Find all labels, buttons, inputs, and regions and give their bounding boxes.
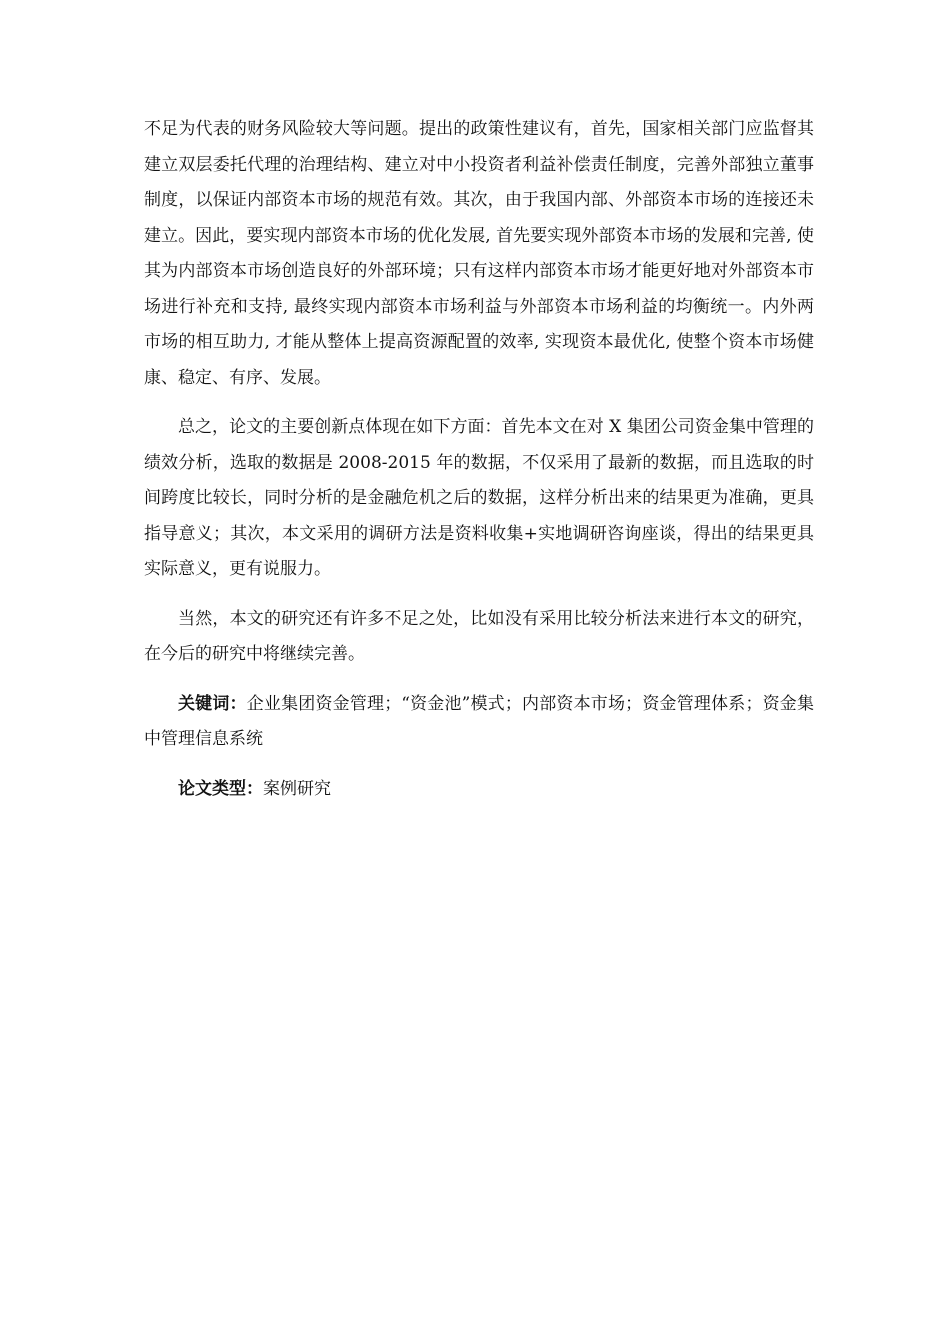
keywords-line — [144, 687, 814, 758]
paragraph-policy-suggestions: 不足为代表的财务风险较大等问题。提出的政策性建议有，首先，国家相关部门应监督其建立双层委托代理的治理结构、建立对中小投资者利益补偿责任制度，完善外部独立董事制度，以保证内部资本市场的规范有效。其次，由于我国内部、外部资本市场的连接还未建立。因此，要实现内部资本市场的优化发展, 首先要实现外部资本市场的发展和完善, 使其为内部资本市场创造良好的外部环境；只有这样内部资本市场才能更好地对外部资本市场进行补充和支持, 最终实现内部资本市场利益与外部资本市场利益的均衡统一。内外两市场的相互助力, 才能从整体上提高资源配置的效率, 实现资本最优化, 使整个资本市场健康、稳定、有序、发展。 — [144, 119, 814, 388]
keywords-label: 关键词： — [178, 693, 247, 714]
paper-type-value: 案例研究 — [263, 778, 331, 799]
document-body — [144, 112, 814, 821]
keywords-value: 企业集团资金管理；“资金池”模式；内部资本市场；资金管理体系；资金集中管理信息系统 — [144, 693, 814, 749]
paragraph-limitations: 当然，本文的研究还有许多不足之处，比如没有采用比较分析法来进行本文的研究，在今后的研究中将继续完善。 — [144, 608, 814, 664]
paper-type-label: 论文类型： — [178, 778, 263, 799]
paper-type-line — [144, 772, 814, 808]
paragraph-innovations: 总之，论文的主要创新点体现在如下方面：首先本文在对 X 集团公司资金集中管理的绩效分析，选取的数据是 2008-2015 年的数据，不仅采用了最新的数据，而且选取的时间跨度比较长，同时分析的是金融危机之后的数据，这样分析出来的结果更为准确，更具指导意义；其次，本文采用的调研方法是资料收集+实地调研咨询座谈，得出的结果更具实际意义，更有说服力。 — [144, 417, 814, 579]
